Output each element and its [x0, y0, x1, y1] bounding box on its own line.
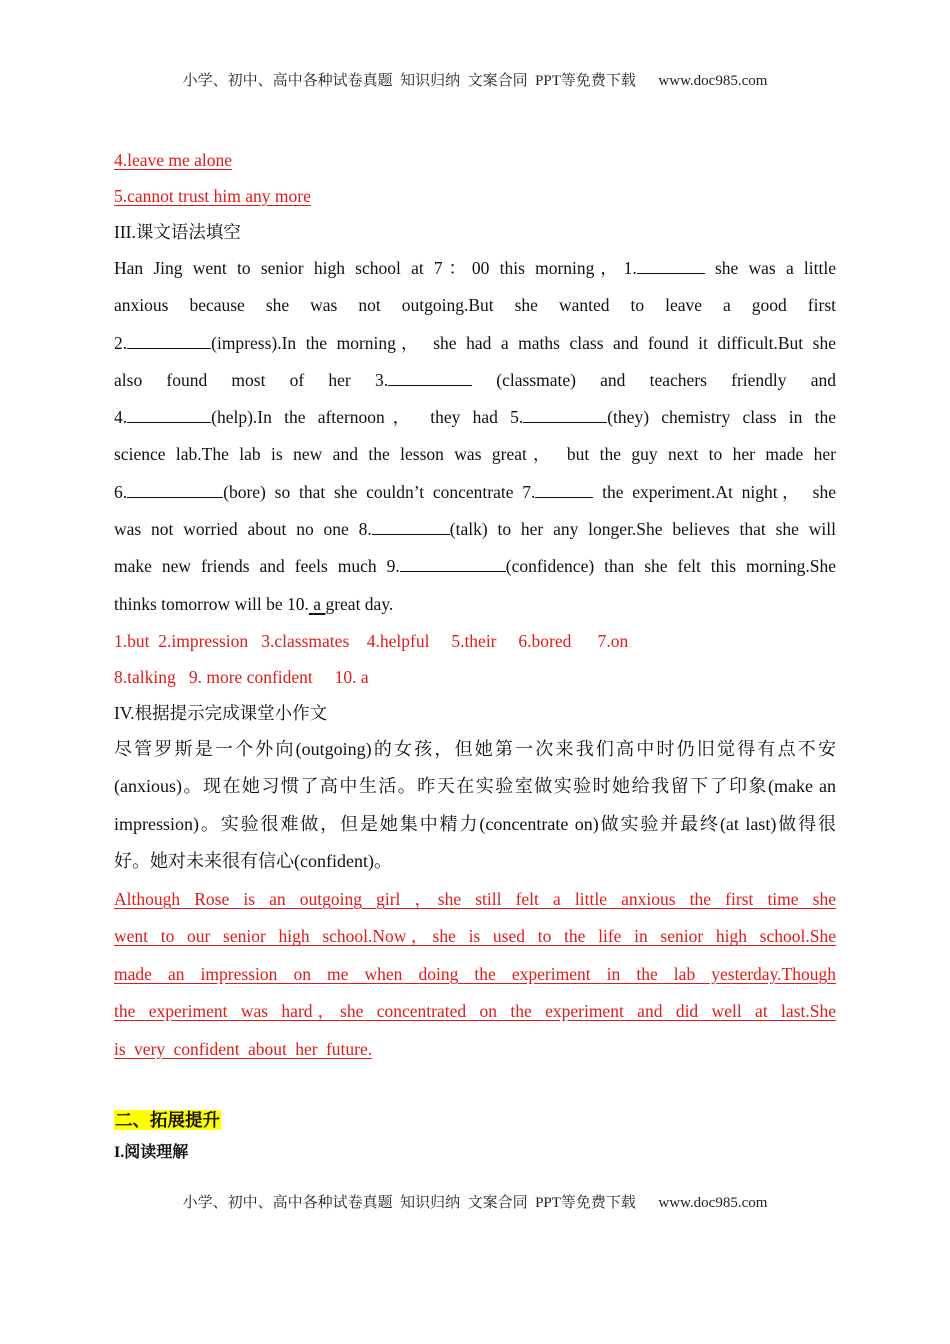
model-essay	[114, 881, 836, 1068]
essay-line: the experiment was hard，she concentrated on the experiment and did well at last.She	[114, 1001, 836, 1022]
document-body	[114, 142, 836, 1171]
page-header: 小学、初中、高中各种试卷真题 知识归纳 文案合同 PPT等免费下载 www.doc985.com	[182, 73, 768, 89]
blank-5	[523, 405, 607, 423]
passage-line: make new friends and feels much 9. (confidence) than she felt this morning.She	[114, 556, 836, 577]
grammar-answers-line-2: 8.talking 9. more confident 10. a	[114, 666, 369, 687]
passage-line: 2. (impress).In the morning， she had a maths class and found it difficult.But she	[114, 332, 836, 353]
essay-line: made an impression on me when doing the experiment in the lab yesterday.Though	[114, 963, 836, 984]
blank-7	[535, 480, 593, 498]
prompt-line: 尽管罗斯是一个外向(outgoing)的女孩，但她第一次来我们高中时仍旧觉得有点不安	[114, 738, 836, 759]
answer-line-4: 4.leave me alone	[114, 150, 233, 170]
blank-6	[127, 480, 223, 498]
blank-2	[127, 331, 211, 349]
passage-line: thinks tomorrow will be 10. a great day.	[114, 593, 394, 614]
blank-9	[400, 554, 506, 572]
writing-prompt	[114, 731, 836, 881]
passage-line: science lab.The lab is new and the lesson was great， but the guy next to her made her	[114, 444, 836, 465]
passage-line: anxious because she was not outgoing.But she wanted to leave a good first	[114, 295, 836, 316]
reading-comprehension-title: I.阅读理解	[114, 1143, 189, 1161]
prompt-line: impression)。实验很难做，但是她集中精力(concentrate on)做实验并最终(at last)做得很	[114, 813, 836, 834]
page-footer: 小学、初中、高中各种试卷真题 知识归纳 文案合同 PPT等免费下载 www.doc985.com	[182, 1195, 768, 1211]
blank-3	[388, 368, 472, 386]
blank-4	[127, 405, 211, 423]
passage-line: 4. (help).In the afternoon， they had 5. (they) chemistry class in the	[114, 407, 836, 428]
prompt-line: (anxious)。现在她习惯了高中生活。昨天在实验室做实验时她给我留下了印象(make an	[114, 776, 836, 797]
passage-line: also found most of her 3. (classmate) and teachers friendly and	[114, 369, 836, 390]
section-4-title: IV.根据提示完成课堂小作文	[114, 702, 328, 723]
prompt-line: 好。她对未来很有信心(confident)。	[114, 851, 392, 872]
grammar-fill-passage	[114, 250, 836, 623]
blank-8	[372, 517, 450, 535]
essay-line: went to our senior high school.Now，she is used to the life in senior high school.She	[114, 926, 836, 947]
answer-line-5: 5.cannot trust him any more	[114, 186, 311, 206]
blank-1	[637, 256, 705, 274]
grammar-answers-line-1: 1.but 2.impression 3.classmates 4.helpful 5.their 6.bored 7.on	[114, 630, 629, 651]
passage-line: 6. (bore) so that she couldn’t concentrate 7. the experiment.At night， she	[114, 481, 836, 502]
essay-line: Although Rose is an outgoing girl ，she still felt a little anxious the first time she	[114, 888, 836, 909]
passage-line: was not worried about no one 8. (talk) to her any longer.She believes that she will	[114, 519, 836, 540]
section-3-title: III.课文语法填空	[114, 222, 241, 242]
passage-line: Han Jing went to senior high school at 7：00 this morning，1. she was a little	[114, 258, 837, 278]
section-two-title: 二、拓展提升	[115, 1109, 220, 1130]
blank-10-filled: a	[313, 593, 322, 614]
essay-line: is very confident about her future.	[114, 1038, 373, 1059]
